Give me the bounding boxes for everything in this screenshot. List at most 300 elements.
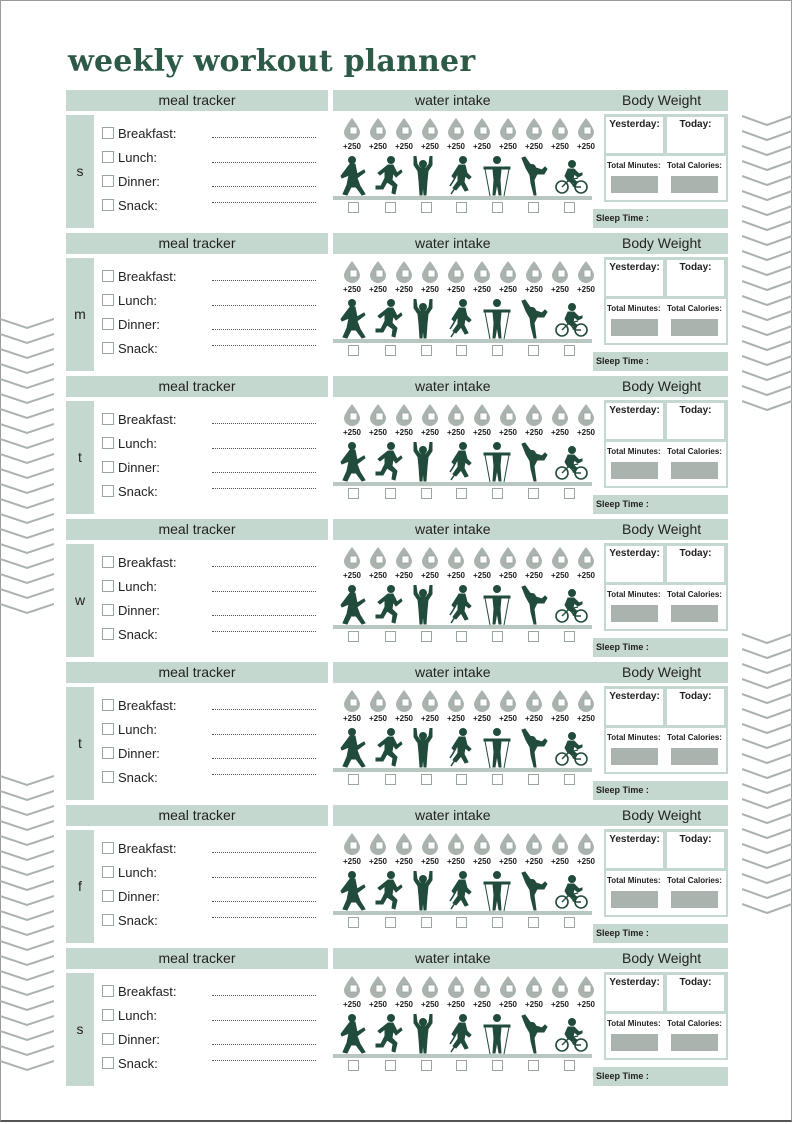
squat-figure-icon bbox=[338, 728, 368, 773]
exercise-checkbox[interactable] bbox=[348, 345, 359, 356]
water-drop-item[interactable] bbox=[341, 118, 363, 150]
meal-entry-line[interactable] bbox=[212, 202, 316, 203]
total-minutes-field[interactable] bbox=[611, 891, 658, 908]
meal-checkbox[interactable] bbox=[102, 318, 114, 330]
exercise-checkbox[interactable] bbox=[421, 631, 432, 642]
water-drop-item[interactable] bbox=[471, 690, 493, 722]
water-drop-icon bbox=[551, 261, 569, 283]
water-amount-label: +250 bbox=[342, 571, 362, 580]
exercise-checkboxes bbox=[333, 774, 583, 790]
day-block bbox=[66, 90, 728, 230]
day-label: t bbox=[66, 401, 94, 514]
meal-row-lunch bbox=[102, 865, 324, 889]
meal-entry-line[interactable] bbox=[212, 852, 316, 853]
water-amount-label: +250 bbox=[576, 857, 596, 866]
water-drop-item[interactable] bbox=[367, 690, 389, 722]
total-calories-field[interactable] bbox=[671, 1034, 718, 1051]
exercise-checkbox[interactable] bbox=[492, 202, 503, 213]
meal-row-breakfast bbox=[102, 126, 324, 150]
meal-entry-line[interactable] bbox=[212, 774, 316, 775]
meal-checkbox[interactable] bbox=[102, 580, 114, 592]
water-drop-item[interactable] bbox=[549, 833, 571, 865]
exercise-checkbox[interactable] bbox=[492, 917, 503, 928]
water-drops bbox=[341, 976, 599, 1012]
water-drop-item[interactable] bbox=[419, 976, 441, 1008]
day-label: t bbox=[66, 687, 94, 800]
total-minutes-field[interactable] bbox=[611, 176, 658, 193]
exercise-checkbox[interactable] bbox=[385, 1060, 396, 1071]
chevron-line bbox=[0, 1016, 54, 1025]
meal-entry-line[interactable] bbox=[212, 1020, 316, 1021]
water-drop-item[interactable] bbox=[393, 261, 415, 293]
total-minutes-field[interactable] bbox=[611, 605, 658, 622]
yesterday-weight-field[interactable]: Yesterday: bbox=[606, 689, 663, 725]
totals-box bbox=[606, 156, 726, 200]
water-drop-item[interactable] bbox=[367, 547, 389, 579]
water-amount-label: +250 bbox=[576, 571, 596, 580]
water-drop-item[interactable] bbox=[549, 690, 571, 722]
meal-checkbox[interactable] bbox=[102, 413, 114, 425]
exercise-checkbox[interactable] bbox=[348, 631, 359, 642]
exercise-checkbox[interactable] bbox=[528, 1060, 539, 1071]
meal-entry-line[interactable] bbox=[212, 345, 316, 346]
yoga-pose-figure-icon bbox=[518, 1014, 548, 1059]
exercise-checkbox[interactable] bbox=[421, 202, 432, 213]
water-drop-icon bbox=[343, 976, 361, 998]
water-drop-item[interactable] bbox=[497, 547, 519, 579]
chevron-line bbox=[742, 784, 792, 793]
water-drop-item[interactable] bbox=[497, 261, 519, 293]
meal-label: Breakfast: bbox=[118, 412, 177, 427]
chevron-line bbox=[0, 364, 54, 373]
meal-checkbox[interactable] bbox=[102, 842, 114, 854]
exercise-checkbox[interactable] bbox=[528, 917, 539, 928]
today-weight-field[interactable]: Today: bbox=[667, 117, 724, 153]
water-drop-icon bbox=[369, 690, 387, 712]
meal-entry-line[interactable] bbox=[212, 995, 316, 996]
water-drop-item[interactable] bbox=[575, 976, 597, 1008]
exercise-checkbox[interactable] bbox=[385, 202, 396, 213]
chevron-pattern-left-middle bbox=[0, 315, 54, 620]
exercise-checkbox[interactable] bbox=[348, 774, 359, 785]
today-weight-field[interactable]: Today: bbox=[667, 689, 724, 725]
meal-entry-line[interactable] bbox=[212, 877, 316, 878]
meal-entry-line[interactable] bbox=[212, 423, 316, 424]
meal-checkbox[interactable] bbox=[102, 175, 114, 187]
today-weight-field[interactable]: Today: bbox=[667, 832, 724, 868]
water-drop-item[interactable] bbox=[523, 261, 545, 293]
water-drop-icon bbox=[369, 547, 387, 569]
water-drop-item[interactable] bbox=[367, 261, 389, 293]
meal-entry-line[interactable] bbox=[212, 448, 316, 449]
water-drop-item[interactable] bbox=[445, 404, 467, 436]
water-drop-item[interactable] bbox=[549, 261, 571, 293]
squat-figure-icon bbox=[338, 156, 368, 201]
water-drop-item[interactable] bbox=[497, 690, 519, 722]
water-drop-item[interactable] bbox=[471, 261, 493, 293]
water-drop-item[interactable] bbox=[575, 118, 597, 150]
meal-entry-line[interactable] bbox=[212, 734, 316, 735]
divider bbox=[333, 768, 592, 772]
chevron-line bbox=[0, 1061, 54, 1070]
water-drop-item[interactable] bbox=[445, 261, 467, 293]
meal-checkbox[interactable] bbox=[102, 1057, 114, 1069]
water-drop-item[interactable] bbox=[523, 404, 545, 436]
meal-checkbox[interactable] bbox=[102, 199, 114, 211]
water-drop-item[interactable] bbox=[471, 976, 493, 1008]
water-drop-item[interactable] bbox=[575, 404, 597, 436]
water-drop-item[interactable] bbox=[341, 976, 363, 1008]
water-amount-label: +250 bbox=[498, 1000, 518, 1009]
exercise-checkbox[interactable] bbox=[564, 774, 575, 785]
sleep-time-field[interactable]: Sleep Time : bbox=[593, 495, 728, 514]
exercise-checkbox[interactable] bbox=[492, 631, 503, 642]
sleep-time-field[interactable]: Sleep Time : bbox=[593, 352, 728, 371]
meal-checkbox[interactable] bbox=[102, 270, 114, 282]
water-drop-item[interactable] bbox=[497, 976, 519, 1008]
meal-list bbox=[102, 412, 324, 508]
exercise-checkbox[interactable] bbox=[528, 631, 539, 642]
exercise-checkbox[interactable] bbox=[421, 488, 432, 499]
meal-checkbox[interactable] bbox=[102, 127, 114, 139]
water-drop-item[interactable] bbox=[393, 118, 415, 150]
exercise-checkbox[interactable] bbox=[564, 345, 575, 356]
meal-checkbox[interactable] bbox=[102, 723, 114, 735]
exercise-checkbox[interactable] bbox=[564, 488, 575, 499]
meal-entry-line[interactable] bbox=[212, 472, 316, 473]
yoga-pose-figure-icon bbox=[518, 728, 548, 773]
exercise-checkbox[interactable] bbox=[348, 488, 359, 499]
meal-entry-line[interactable] bbox=[212, 329, 316, 330]
water-drop-item[interactable] bbox=[367, 118, 389, 150]
water-drop-item[interactable] bbox=[393, 404, 415, 436]
water-drop-item[interactable] bbox=[575, 547, 597, 579]
water-drop-item[interactable] bbox=[393, 833, 415, 865]
meal-label: Lunch: bbox=[118, 436, 158, 451]
exercise-checkbox[interactable] bbox=[564, 917, 575, 928]
meal-checkbox[interactable] bbox=[102, 890, 114, 902]
meal-entry-line[interactable] bbox=[212, 901, 316, 902]
meal-checkbox[interactable] bbox=[102, 604, 114, 616]
total-minutes-label: Total Minutes: bbox=[607, 1019, 661, 1028]
water-drop-item[interactable] bbox=[497, 404, 519, 436]
exercise-checkbox[interactable] bbox=[456, 631, 467, 642]
exercise-figures bbox=[338, 871, 596, 911]
yesterday-weight-field[interactable]: Yesterday: bbox=[606, 546, 663, 582]
cyclist-figure-icon bbox=[554, 299, 588, 344]
water-amount-label: +250 bbox=[524, 571, 544, 580]
water-drop-item[interactable] bbox=[367, 976, 389, 1008]
exercise-checkbox[interactable] bbox=[456, 774, 467, 785]
water-drop-item[interactable] bbox=[341, 690, 363, 722]
water-drop-item[interactable] bbox=[419, 261, 441, 293]
exercise-checkbox[interactable] bbox=[421, 774, 432, 785]
exercise-checkbox[interactable] bbox=[564, 202, 575, 213]
meal-entry-line[interactable] bbox=[212, 566, 316, 567]
water-drop-item[interactable] bbox=[549, 404, 571, 436]
water-drop-item[interactable] bbox=[523, 690, 545, 722]
exercise-checkbox[interactable] bbox=[421, 1060, 432, 1071]
meal-label: Breakfast: bbox=[118, 269, 177, 284]
water-drop-icon bbox=[421, 547, 439, 569]
water-weight-header bbox=[333, 948, 728, 969]
resistance-band-figure-icon bbox=[482, 728, 512, 773]
meal-label: Dinner: bbox=[118, 174, 160, 189]
meal-entry-line[interactable] bbox=[212, 280, 316, 281]
exercise-checkbox[interactable] bbox=[528, 488, 539, 499]
sleep-time-field[interactable]: Sleep Time : bbox=[593, 924, 728, 943]
meal-label: Dinner: bbox=[118, 1032, 160, 1047]
water-amount-label: +250 bbox=[446, 285, 466, 294]
exercise-checkbox[interactable] bbox=[456, 917, 467, 928]
water-drop-item[interactable] bbox=[367, 833, 389, 865]
total-calories-field[interactable] bbox=[671, 605, 718, 622]
water-drop-icon bbox=[525, 690, 543, 712]
total-calories-field[interactable] bbox=[671, 319, 718, 336]
meal-checkbox[interactable] bbox=[102, 1033, 114, 1045]
meal-entry-line[interactable] bbox=[212, 305, 316, 306]
exercise-checkbox[interactable] bbox=[421, 345, 432, 356]
water-drop-item[interactable] bbox=[497, 833, 519, 865]
meal-entry-line[interactable] bbox=[212, 917, 316, 918]
total-calories-field[interactable] bbox=[671, 891, 718, 908]
exercise-checkbox[interactable] bbox=[456, 202, 467, 213]
water-drop-icon bbox=[499, 261, 517, 283]
day-block bbox=[66, 805, 728, 945]
meal-entry-line[interactable] bbox=[212, 709, 316, 710]
total-calories-label: Total Calories: bbox=[667, 304, 722, 313]
water-drops bbox=[341, 690, 599, 726]
cyclist-figure-icon bbox=[554, 871, 588, 916]
meal-list bbox=[102, 555, 324, 651]
total-minutes-field[interactable] bbox=[611, 748, 658, 765]
meal-entry-line[interactable] bbox=[212, 615, 316, 616]
exercise-checkbox[interactable] bbox=[421, 917, 432, 928]
water-drop-item[interactable] bbox=[445, 547, 467, 579]
water-weight-header bbox=[333, 233, 728, 254]
meal-entry-line[interactable] bbox=[212, 162, 316, 163]
water-drop-item[interactable] bbox=[341, 547, 363, 579]
water-drop-item[interactable] bbox=[393, 976, 415, 1008]
meal-checkbox[interactable] bbox=[102, 485, 114, 497]
chevron-line bbox=[0, 926, 54, 935]
divider bbox=[333, 339, 592, 343]
meal-checkbox[interactable] bbox=[102, 437, 114, 449]
water-drop-item[interactable] bbox=[341, 404, 363, 436]
water-drop-item[interactable] bbox=[419, 404, 441, 436]
water-drop-icon bbox=[473, 404, 491, 426]
exercise-checkbox[interactable] bbox=[528, 345, 539, 356]
meal-checkbox[interactable] bbox=[102, 1009, 114, 1021]
exercise-checkbox[interactable] bbox=[385, 345, 396, 356]
water-drop-item[interactable] bbox=[393, 547, 415, 579]
water-drop-icon bbox=[395, 261, 413, 283]
divider bbox=[333, 482, 592, 486]
exercise-checkbox[interactable] bbox=[385, 774, 396, 785]
exercise-checkboxes bbox=[333, 202, 583, 218]
total-minutes-field[interactable] bbox=[611, 462, 658, 479]
sleep-time-field[interactable]: Sleep Time : bbox=[593, 638, 728, 657]
meal-checkbox[interactable] bbox=[102, 294, 114, 306]
water-amount-label: +250 bbox=[394, 285, 414, 294]
water-drop-item[interactable] bbox=[341, 261, 363, 293]
exercise-checkbox[interactable] bbox=[456, 1060, 467, 1071]
exercise-checkbox[interactable] bbox=[528, 774, 539, 785]
water-drop-item[interactable] bbox=[549, 118, 571, 150]
exercise-checkbox[interactable] bbox=[492, 488, 503, 499]
water-drop-item[interactable] bbox=[445, 690, 467, 722]
water-drop-icon bbox=[577, 404, 595, 426]
meal-checkbox[interactable] bbox=[102, 628, 114, 640]
cyclist-figure-icon bbox=[554, 156, 588, 201]
exercise-checkbox[interactable] bbox=[564, 1060, 575, 1071]
water-drop-icon bbox=[447, 690, 465, 712]
meal-entry-line[interactable] bbox=[212, 591, 316, 592]
water-drop-item[interactable] bbox=[471, 547, 493, 579]
sleep-time-field[interactable]: Sleep Time : bbox=[593, 209, 728, 228]
meal-checkbox[interactable] bbox=[102, 771, 114, 783]
water-drop-item[interactable] bbox=[523, 547, 545, 579]
yesterday-weight-field[interactable]: Yesterday: bbox=[606, 975, 663, 1011]
meal-checkbox[interactable] bbox=[102, 461, 114, 473]
water-amount-label: +250 bbox=[472, 1000, 492, 1009]
exercise-checkbox[interactable] bbox=[492, 1060, 503, 1071]
water-drop-item[interactable] bbox=[575, 833, 597, 865]
total-calories-field[interactable] bbox=[671, 176, 718, 193]
water-amount-label: +250 bbox=[420, 285, 440, 294]
today-weight-field[interactable]: Today: bbox=[667, 975, 724, 1011]
chevron-line bbox=[742, 724, 792, 733]
meal-checkbox[interactable] bbox=[102, 747, 114, 759]
meal-entry-line[interactable] bbox=[212, 488, 316, 489]
meal-checkbox[interactable] bbox=[102, 556, 114, 568]
water-amount-label: +250 bbox=[550, 142, 570, 151]
water-drop-icon bbox=[421, 404, 439, 426]
meal-entry-line[interactable] bbox=[212, 1044, 316, 1045]
today-weight-field[interactable]: Today: bbox=[667, 546, 724, 582]
chevron-line bbox=[0, 941, 54, 950]
water-drop-item[interactable] bbox=[497, 118, 519, 150]
exercise-checkbox[interactable] bbox=[385, 488, 396, 499]
totals-box bbox=[606, 871, 726, 915]
water-drop-item[interactable] bbox=[471, 118, 493, 150]
water-drop-icon bbox=[395, 976, 413, 998]
water-drop-item[interactable] bbox=[445, 118, 467, 150]
yesterday-weight-field[interactable]: Yesterday: bbox=[606, 403, 663, 439]
water-amount-label: +250 bbox=[368, 428, 388, 437]
exercise-checkboxes bbox=[333, 345, 583, 361]
water-drop-item[interactable] bbox=[419, 118, 441, 150]
yesterday-weight-field[interactable]: Yesterday: bbox=[606, 117, 663, 153]
yesterday-weight-field[interactable]: Yesterday: bbox=[606, 832, 663, 868]
water-drop-item[interactable] bbox=[471, 833, 493, 865]
today-weight-field[interactable]: Today: bbox=[667, 403, 724, 439]
meal-checkbox[interactable] bbox=[102, 914, 114, 926]
water-amount-label: +250 bbox=[472, 285, 492, 294]
total-calories-field[interactable] bbox=[671, 748, 718, 765]
total-minutes-field[interactable] bbox=[611, 1034, 658, 1051]
battle-ropes-figure-icon bbox=[446, 156, 476, 201]
battle-ropes-figure-icon bbox=[446, 1014, 476, 1059]
water-amount-label: +250 bbox=[472, 571, 492, 580]
water-drop-item[interactable] bbox=[523, 833, 545, 865]
meal-entry-line[interactable] bbox=[212, 186, 316, 187]
meal-row-snack bbox=[102, 770, 324, 794]
exercise-checkbox[interactable] bbox=[348, 917, 359, 928]
meal-checkbox[interactable] bbox=[102, 342, 114, 354]
water-drop-icon bbox=[447, 976, 465, 998]
exercise-checkbox[interactable] bbox=[492, 345, 503, 356]
water-amount-label: +250 bbox=[498, 571, 518, 580]
meal-entry-line[interactable] bbox=[212, 758, 316, 759]
total-minutes-field[interactable] bbox=[611, 319, 658, 336]
chevron-line bbox=[0, 439, 54, 448]
yesterday-weight-field[interactable]: Yesterday: bbox=[606, 260, 663, 296]
exercise-checkbox[interactable] bbox=[564, 631, 575, 642]
exercise-checkbox[interactable] bbox=[456, 345, 467, 356]
water-drop-icon bbox=[499, 547, 517, 569]
water-drop-item[interactable] bbox=[419, 547, 441, 579]
water-drop-item[interactable] bbox=[419, 690, 441, 722]
water-drop-item[interactable] bbox=[393, 690, 415, 722]
exercise-checkbox[interactable] bbox=[528, 202, 539, 213]
water-drop-item[interactable] bbox=[575, 261, 597, 293]
water-drop-item[interactable] bbox=[523, 976, 545, 1008]
water-amount-label: +250 bbox=[446, 142, 466, 151]
exercise-checkbox[interactable] bbox=[456, 488, 467, 499]
resistance-band-figure-icon bbox=[482, 156, 512, 201]
exercise-checkbox[interactable] bbox=[492, 774, 503, 785]
exercise-checkbox[interactable] bbox=[348, 1060, 359, 1071]
meal-entry-line[interactable] bbox=[212, 1060, 316, 1061]
water-drop-item[interactable] bbox=[523, 118, 545, 150]
exercise-checkbox[interactable] bbox=[348, 202, 359, 213]
water-drop-icon bbox=[447, 547, 465, 569]
water-drop-item[interactable] bbox=[549, 976, 571, 1008]
meal-checkbox[interactable] bbox=[102, 151, 114, 163]
water-drop-item[interactable] bbox=[367, 404, 389, 436]
totals-box bbox=[606, 1014, 726, 1058]
meal-row-lunch bbox=[102, 1008, 324, 1032]
day-block bbox=[66, 519, 728, 659]
exercise-checkbox[interactable] bbox=[385, 917, 396, 928]
water-drop-item[interactable] bbox=[445, 976, 467, 1008]
water-drop-item[interactable] bbox=[575, 690, 597, 722]
water-drop-item[interactable] bbox=[445, 833, 467, 865]
chevron-line bbox=[742, 386, 792, 395]
water-drop-item[interactable] bbox=[549, 547, 571, 579]
sleep-time-field[interactable]: Sleep Time : bbox=[593, 1067, 728, 1086]
meal-checkbox[interactable] bbox=[102, 866, 114, 878]
meal-entry-line[interactable] bbox=[212, 631, 316, 632]
water-drop-icon bbox=[577, 690, 595, 712]
meal-tracker-header: meal tracker bbox=[66, 519, 328, 540]
divider bbox=[333, 625, 592, 629]
water-amount-label: +250 bbox=[524, 714, 544, 723]
sleep-time-field[interactable]: Sleep Time : bbox=[593, 781, 728, 800]
total-calories-field[interactable] bbox=[671, 462, 718, 479]
water-drop-icon bbox=[499, 833, 517, 855]
water-drop-item[interactable] bbox=[471, 404, 493, 436]
water-drop-item[interactable] bbox=[419, 833, 441, 865]
meal-checkbox[interactable] bbox=[102, 985, 114, 997]
water-drop-item[interactable] bbox=[341, 833, 363, 865]
water-drop-icon bbox=[395, 547, 413, 569]
meal-entry-line[interactable] bbox=[212, 137, 316, 138]
meal-checkbox[interactable] bbox=[102, 699, 114, 711]
today-weight-field[interactable]: Today: bbox=[667, 260, 724, 296]
exercise-checkbox[interactable] bbox=[385, 631, 396, 642]
